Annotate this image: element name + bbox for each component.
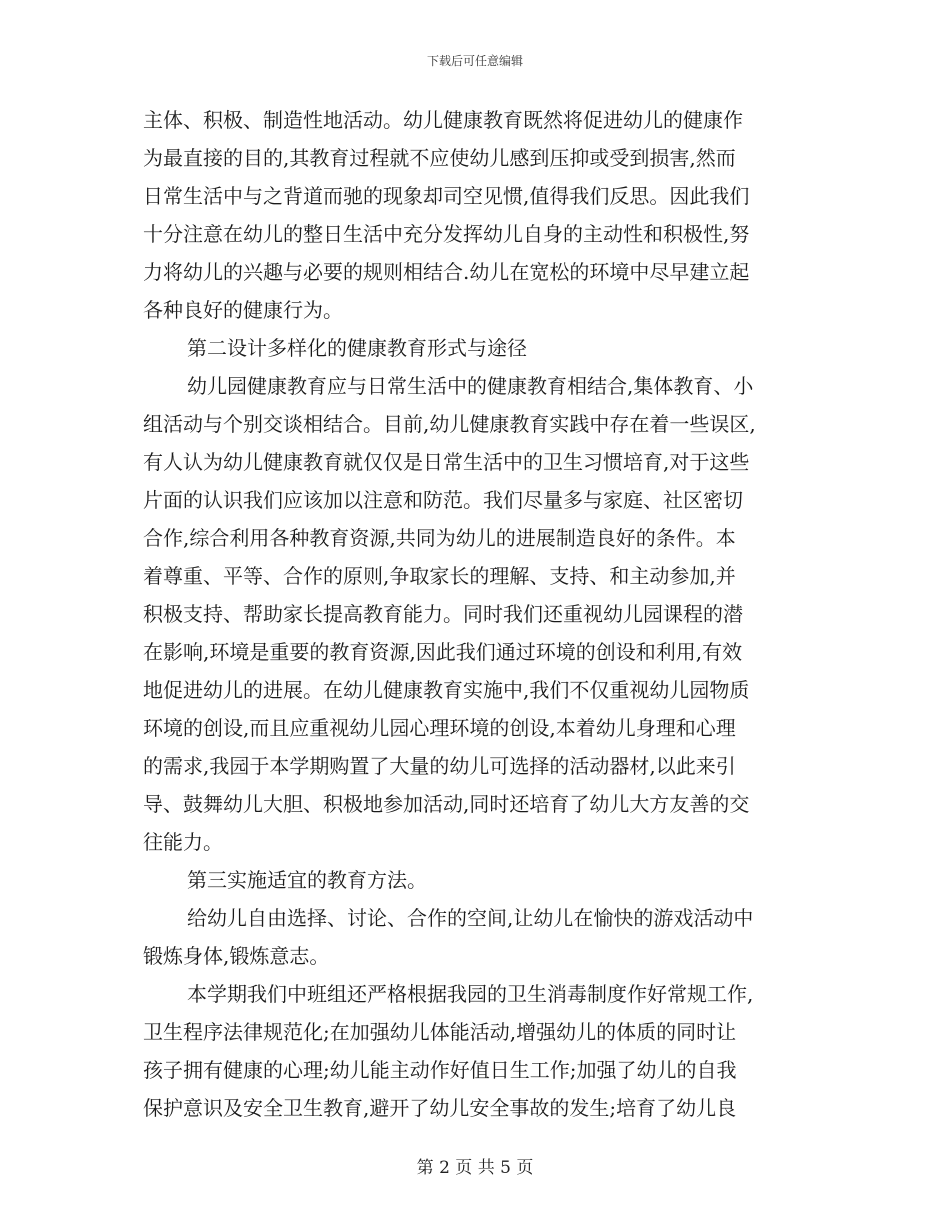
text-line: 本学期我们中班组还严格根据我园的卫生消毒制度作好常规工作, [187,982,754,1006]
page-header: 下载后可任意编辑 [426,54,523,68]
text-line: 积极支持、帮助家长提高教育能力。同时我们还重视幼儿园课程的潜 [143,602,743,626]
text-line: 在影响,环境是重要的教育资源,因此我们通过环境的创设和利用,有效 [143,640,743,664]
text-line: 给幼儿自由选择、讨论、合作的空间,让幼儿在愉快的游戏活动中 [187,906,754,930]
text-line: 环境的创设,而且应重视幼儿园心理环境的创设,本着幼儿身理和心理 [143,716,736,740]
text-line: 往能力。 [143,830,223,854]
text-line: 幼儿园健康教育应与日常生活中的健康教育相结合,集体教育、小 [187,374,754,398]
text-line: 片面的认识我们应该加以注意和防范。我们尽量多与家庭、社区密切 [143,488,743,512]
text-line: 卫生程序法律规范化;在加强幼儿体能活动,增强幼儿的体质的同时让 [143,1020,737,1044]
body-text [143,101,815,1127]
text-line: 保护意识及安全卫生教育,避开了幼儿安全事故的发生;培育了幼儿良 [143,1096,737,1120]
text-line: 导、鼓舞幼儿大胆、积极地参加活动,同时还培育了幼儿大方友善的交 [143,792,750,816]
text-line: 力将幼儿的兴趣与必要的规则相结合.幼儿在宽松的环境中尽早建立起 [143,260,750,284]
text-line: 主体、积极、制造性地活动。幼儿健康教育既然将促进幼儿的健康作 [143,108,743,132]
text-line: 地促进幼儿的进展。在幼儿健康教育实施中,我们不仅重视幼儿园物质 [143,678,750,702]
text-line: 为最直接的目的,其教育过程就不应使幼儿感到压抑或受到损害,然而 [143,146,736,170]
text-line: 锻炼身体,锻炼意志。 [143,944,330,968]
text-line: 孩子拥有健康的心理;幼儿能主动作好值日生工作;加强了幼儿的自我 [143,1058,737,1082]
text-line: 合作,综合利用各种教育资源,共同为幼儿的进展制造良好的条件。本 [143,526,736,550]
section-heading: 第二设计多样化的健康教育形式与途径 [187,336,527,360]
text-line: 十分注意在幼儿的整日生活中充分发挥幼儿自身的主动性和积极性,努 [143,222,750,246]
text-line: 着尊重、平等、合作的原则,争取家长的理解、支持、和主动参加,并 [143,564,736,588]
text-line: 有人认为幼儿健康教育就仅仅是日常生活中的卫生习惯培育,对于这些 [143,450,750,474]
section-heading: 第三实施适宜的教育方法。 [187,868,427,892]
text-line: 组活动与个别交谈相结合。目前,幼儿健康教育实践中存在着一些误区, [143,412,756,436]
text-line: 的需求,我园于本学期购置了大量的幼儿可选择的活动器材,以此来引 [143,754,736,778]
text-line: 各种良好的健康行为。 [143,298,343,322]
page-number: 第 2 页 共 5 页 [416,1158,534,1178]
text-line: 日常生活中与之背道而驰的现象却司空见惯,值得我们反思。因此我们 [143,184,750,208]
